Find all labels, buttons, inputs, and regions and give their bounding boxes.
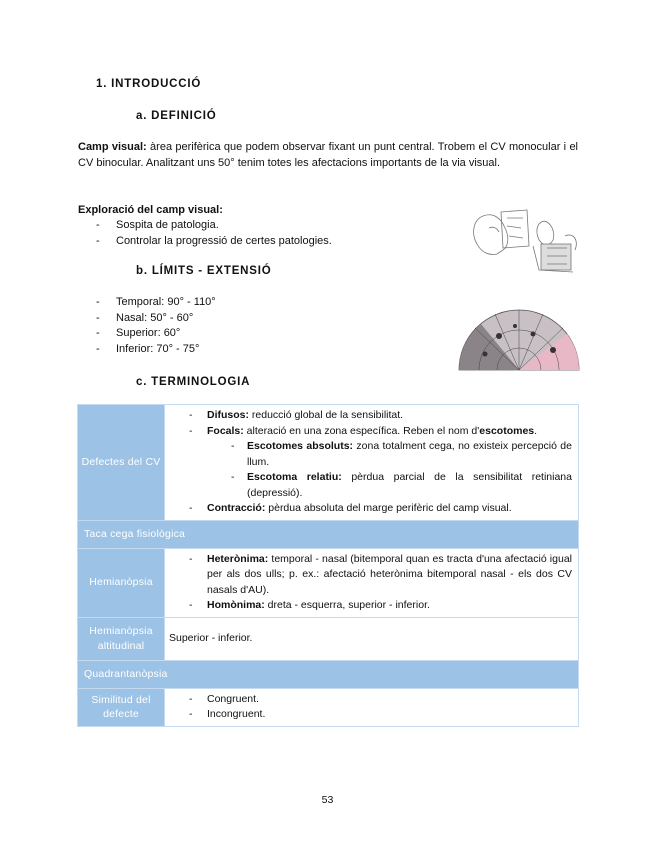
row-content-similitud (165, 688, 579, 726)
list-item: - Heterònima: temporal - nasal (bitemporal quan es tracta d'una afectació igual per als dos ulls; p. ex.: afectació heterònima bitemporal nasal - els dos CV nasals d'AU). (169, 552, 572, 599)
table-row (78, 617, 579, 660)
camp-visual-paragraph (78, 140, 578, 171)
list-item: - Escotomes absoluts: zona totalment cega, no existeix percepció de llum. (169, 439, 572, 470)
exploracio-list (78, 218, 332, 249)
list-item: - Homònima: dreta - esquerra, superior - inferior. (169, 598, 572, 614)
list-item: - Controlar la progressió de certes patologies. (78, 234, 332, 250)
row-label-defectes: Defectes del CV (78, 405, 165, 521)
visual-field-illustration (455, 206, 583, 376)
list-item: - Superior: 60° (78, 326, 216, 342)
field-fan-drawing (459, 310, 579, 370)
table-row (78, 520, 579, 548)
head-profile-drawing (474, 210, 529, 255)
row-label-altitudinal: Hemianòpsia altitudinal (78, 617, 165, 660)
table-row (78, 688, 579, 726)
table-row (78, 405, 579, 521)
table-row (78, 548, 579, 617)
list-item: - Contracció: pèrdua absoluta del marge perifèric del camp visual. (169, 501, 572, 517)
perimeter-drawing (533, 221, 576, 272)
terminology-table (77, 404, 579, 727)
row-label-hemianopsia: Hemianòpsia (78, 548, 165, 617)
list-item: - Nasal: 50° - 60° (78, 311, 216, 327)
row-taca-cega: Taca cega fisiològica (78, 520, 579, 548)
heading-definicio: a. DEFINICIÓ (136, 110, 217, 122)
row-content-hemianopsia (165, 548, 579, 617)
list-item: - Focals: alteració en una zona específica. Reben el nom d'escotomes. (169, 424, 572, 440)
list-item: - Escotoma relatiu: pèrdua parcial de la sensibilitat retiniana (depressió). (169, 470, 572, 501)
list-item: - Sospita de patologia. (78, 218, 332, 234)
camp-visual-term: Camp visual: (78, 141, 147, 153)
table-row (78, 660, 579, 688)
list-item: - Congruent. (169, 692, 572, 708)
row-content-defectes (165, 405, 579, 521)
page-number: 53 (321, 794, 334, 806)
camp-visual-text: àrea perifèrica que podem observar fixant un punt central. Trobem el CV monocular i el CV binocular. Analitzant uns 50° tenim totes les afectacions importants de la via visual. (78, 141, 579, 169)
list-item: - Difusos: reducció global de la sensibilitat. (169, 408, 572, 424)
list-item: - Incongruent. (169, 707, 572, 723)
list-item: - Inferior: 70° - 75° (78, 342, 216, 358)
exploracio-title: Exploració del camp visual: (78, 204, 223, 216)
row-quadrantanopsia: Quadrantanòpsia (78, 660, 579, 688)
row-label-similitud: Similitud del defecte (78, 688, 165, 726)
heading-terminologia: c. TERMINOLOGIA (136, 376, 251, 388)
limits-list (78, 295, 216, 357)
heading-introduccio: 1. INTRODUCCIÓ (96, 78, 202, 90)
list-item: - Temporal: 90° - 110° (78, 295, 216, 311)
heading-limits: b. LÍMITS - EXTENSIÓ (136, 265, 272, 277)
row-content-altitudinal: Superior - inferior. (165, 617, 579, 660)
